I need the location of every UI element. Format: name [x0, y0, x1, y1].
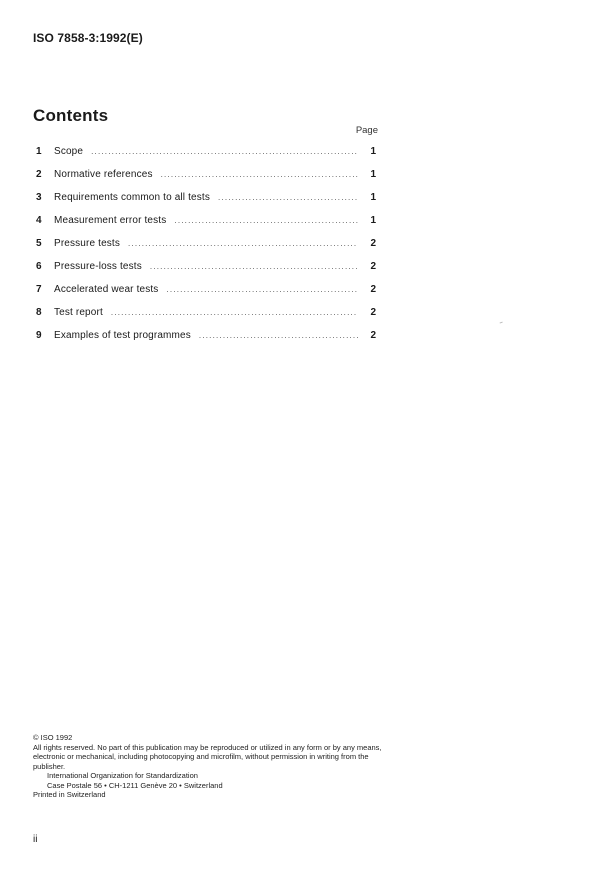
toc-leader-dots: [218, 190, 358, 206]
toc-leader-dots: [174, 213, 358, 229]
toc-entry-number: 2: [36, 169, 42, 180]
toc-entry-pressure-tests[interactable]: [36, 236, 376, 259]
toc-entry-page: 2: [370, 307, 376, 318]
toc-entry-number: 7: [36, 284, 42, 295]
toc-leader-dots: [128, 236, 358, 252]
rights-statement: All rights reserved. No part of this publication may be reproduced or utilized in any form or by any means, electronic or mechanical, including photocopying and microfilm, without permission in writing from the publisher.: [33, 742, 382, 771]
toc-entry-scope[interactable]: [36, 144, 376, 167]
toc-leader-dots: [161, 167, 358, 183]
toc-entry-number: 3: [36, 192, 42, 203]
toc-entry-title: Pressure-loss tests: [54, 261, 142, 272]
copyright-line: © ISO 1992: [33, 733, 73, 742]
toc-leader-dots: [199, 328, 358, 344]
table-of-contents: [36, 144, 376, 351]
toc-entry-page: 1: [370, 146, 376, 157]
toc-entry-page: 2: [370, 261, 376, 272]
toc-entry-title: Measurement error tests: [54, 215, 167, 226]
toc-entry-page: 1: [370, 215, 376, 226]
organization-name: International Organization for Standardization: [47, 771, 198, 780]
page-number: ii: [33, 834, 38, 845]
toc-entry-examples[interactable]: [36, 328, 376, 351]
toc-entry-title: Requirements common to all tests: [54, 192, 210, 203]
toc-entry-requirements[interactable]: [36, 190, 376, 213]
toc-entry-title: Scope: [54, 146, 84, 157]
toc-entry-title: Normative references: [54, 169, 153, 180]
toc-entry-title: Accelerated wear tests: [54, 284, 159, 295]
toc-entry-title: Pressure tests: [54, 238, 121, 249]
toc-entry-test-report[interactable]: [36, 305, 376, 328]
toc-entry-page: 1: [370, 169, 376, 180]
toc-entry-number: 8: [36, 307, 42, 318]
toc-entry-pressure-loss-tests[interactable]: [36, 259, 376, 282]
toc-entry-page: 1: [370, 192, 376, 203]
toc-leader-dots: [111, 305, 358, 321]
toc-entry-page: 2: [370, 284, 376, 295]
toc-entry-number: 9: [36, 330, 42, 341]
toc-entry-number: 5: [36, 238, 42, 249]
toc-entry-title: Examples of test programmes: [54, 330, 191, 341]
organization-address: Case Postale 56 • CH-1211 Genève 20 • Switzerland: [47, 780, 223, 790]
scan-speck: [500, 322, 504, 326]
document-header: ISO 7858-3:1992(E): [33, 31, 143, 45]
toc-entry-number: 6: [36, 261, 42, 272]
toc-entry-number: 4: [36, 215, 42, 226]
page-column-label: Page: [355, 125, 378, 136]
toc-entry-number: 1: [36, 146, 42, 157]
toc-entry-normative-references[interactable]: [36, 167, 376, 190]
toc-entry-measurement-error-tests[interactable]: [36, 213, 376, 236]
toc-leader-dots: [166, 282, 358, 298]
toc-entry-page: 2: [370, 238, 376, 249]
toc-entry-page: 2: [370, 330, 376, 341]
printed-in: Printed in Switzerland: [33, 790, 106, 799]
toc-entry-accelerated-wear-tests[interactable]: [36, 282, 376, 305]
toc-leader-dots: [150, 259, 358, 275]
contents-title: Contents: [33, 106, 109, 125]
copyright-notice: [33, 733, 383, 800]
toc-leader-dots: [91, 144, 358, 160]
toc-entry-title: Test report: [54, 307, 103, 318]
